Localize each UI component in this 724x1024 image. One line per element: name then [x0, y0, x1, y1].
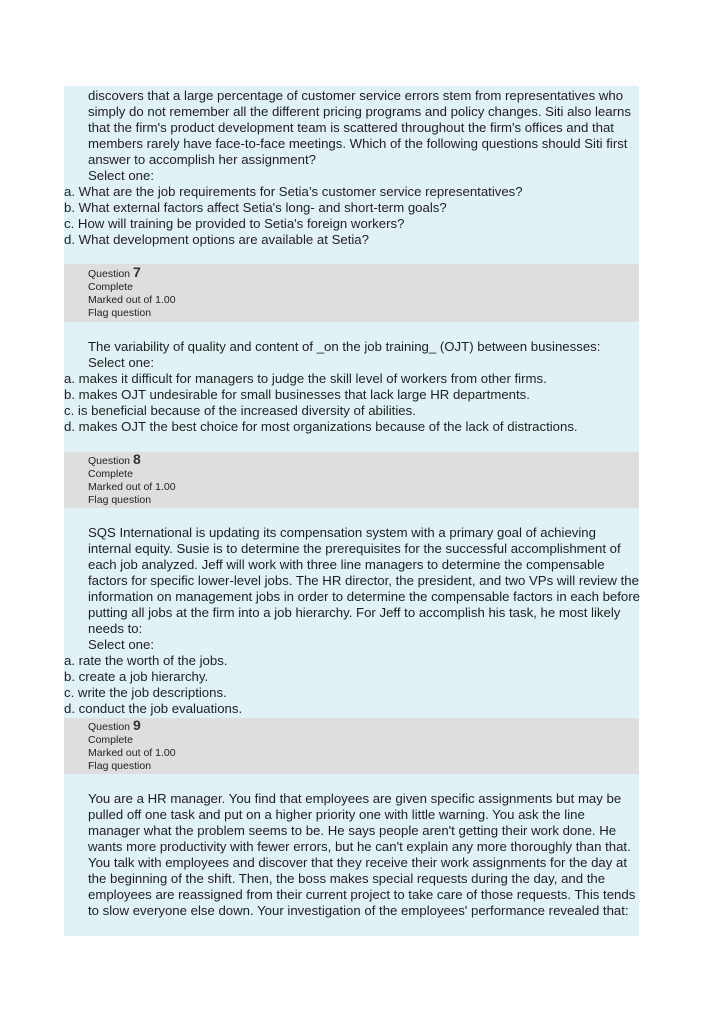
question-6-option-c[interactable]: c. How will training be provided to Setia's foreign workers?	[64, 216, 405, 231]
question-6-options	[64, 184, 523, 248]
question-8-info	[88, 453, 176, 507]
question-8-option-c[interactable]: c. write the job descriptions.	[64, 685, 227, 700]
question-8-prompt: SQS International is updating its compensation system with a primary goal of achieving internal equity. Susie is to determine the prerequisites for the successful accomplishment of each job analyzed. Jeff will work with three line managers to determine the compensable factors for specific lower-level jobs. The HR director, the president, and two VPs will review the information on management jobs in order to determine the compensable factors in each before putting all jobs at the firm into a job hierarchy. For Jeff to accomplish his task, he most likely needs to:	[88, 525, 640, 636]
question-7-label: Question	[88, 268, 131, 280]
question-9-status: Complete	[88, 734, 133, 746]
question-6-text	[88, 88, 640, 168]
question-9-info	[88, 719, 176, 773]
question-9-prompt: You are a HR manager. You find that employees are given specific assignments but may be pulled off one task and put on a higher priority one with little warning. You ask the line manager what the problem seems to be. He says people aren't getting their work done. He wants more productivity with fewer errors, but he can't explain any more thoroughly than that. You talk with employees and discover that they receive their work assignments for the day at the beginning of the shift. Then, the boss makes special requests during the day, and the employees are reassigned from their current project to take care of those requests. This tends to slow everyone else down. Your investigation of the employees' performance revealed that:	[88, 791, 636, 918]
question-6-option-b[interactable]: b. What external factors affect Setia's long- and short-term goals?	[64, 200, 447, 215]
question-8-flag-link[interactable]: Flag question	[88, 494, 152, 506]
question-9-marks: Marked out of 1.00	[88, 747, 176, 759]
question-7-option-b[interactable]: b. makes OJT undesirable for small businesses that lack large HR departments.	[64, 387, 530, 402]
question-9-flag-link[interactable]: Flag question	[88, 760, 152, 772]
question-7-option-a[interactable]: a. makes it difficult for managers to judge the skill level of workers from other firms.	[64, 371, 547, 386]
question-7-option-d[interactable]: d. makes OJT the best choice for most organizations because of the lack of distractions.	[64, 419, 578, 434]
question-8-status: Complete	[88, 468, 133, 480]
question-7-number: 7	[132, 264, 141, 280]
question-6-option-a[interactable]: a. What are the job requirements for Setia’s customer service representatives?	[64, 184, 523, 199]
question-7-option-c[interactable]: c. is beneficial because of the increased diversity of abilities.	[64, 403, 416, 418]
question-8-marks: Marked out of 1.00	[88, 481, 176, 493]
question-7-info	[88, 266, 176, 320]
question-9-heading	[88, 719, 176, 734]
question-7-options	[64, 371, 578, 435]
question-9-number: 9	[132, 717, 141, 733]
question-6-option-d[interactable]: d. What development options are available at Setia?	[64, 232, 369, 247]
question-9-label: Question	[88, 721, 131, 733]
question-7-prompt: The variability of quality and content of _on the job training_ (OJT) between businesses:	[88, 339, 601, 354]
question-8-heading	[88, 453, 176, 468]
question-6-prompt: discovers that a large percentage of customer service errors stem from representatives who simply do not remember all the different pricing programs and policy changes. Siti also learns that the firm's product development team is scattered throughout the firm's offices and that members rarely have face-to-face meetings. Which of the following questions should Siti first answer to accomplish her assignment?	[88, 88, 631, 167]
question-7-flag-link[interactable]: Flag question	[88, 307, 152, 319]
question-8-options	[64, 653, 242, 717]
question-8-select-label: Select one:	[88, 637, 154, 652]
question-8-option-b[interactable]: b. create a job hierarchy.	[64, 669, 209, 684]
question-7-select-label: Select one:	[88, 355, 154, 370]
question-9-text	[88, 791, 640, 919]
question-7-text	[88, 339, 640, 355]
question-8-number: 8	[132, 451, 141, 467]
question-7-marks: Marked out of 1.00	[88, 294, 176, 306]
question-7-heading	[88, 266, 176, 281]
question-6-select-label: Select one:	[88, 168, 154, 183]
question-8-label: Question	[88, 455, 131, 467]
question-7-status: Complete	[88, 281, 133, 293]
question-8-option-a[interactable]: a. rate the worth of the jobs.	[64, 653, 228, 668]
question-8-option-d[interactable]: d. conduct the job evaluations.	[64, 701, 243, 716]
question-8-text	[88, 525, 640, 637]
